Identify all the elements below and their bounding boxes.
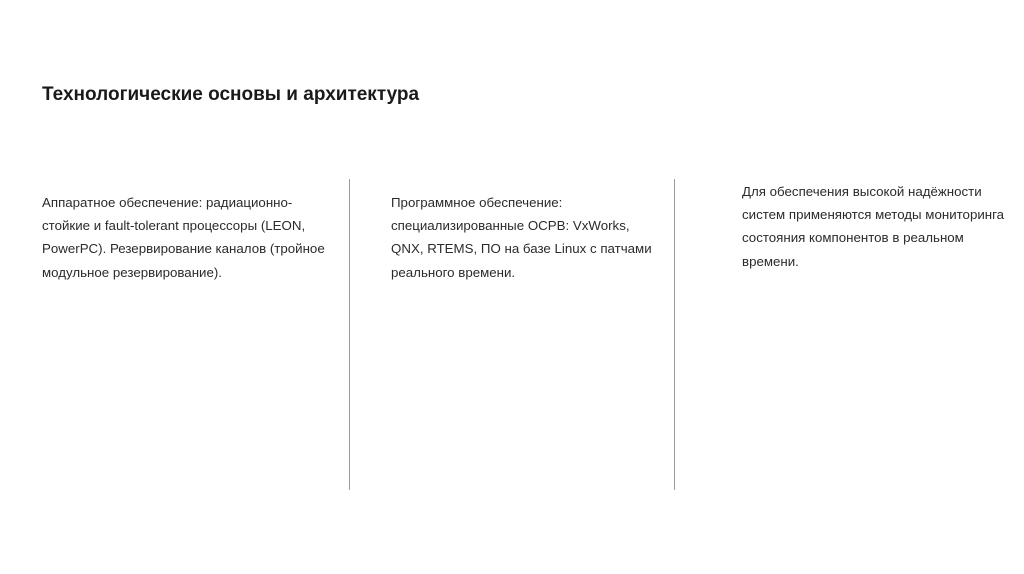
column-software-text: Программное обеспечение: специализированные ОСРВ: VxWorks, QNX, RTEMS, ПО на базе Linux с патчами реального времени.: [391, 195, 652, 280]
column-divider-1: [349, 179, 350, 490]
column-hardware-text: Аппаратное обеспечение: радиационно-стойкие и fault-tolerant процессоры (LEON, PowerPC). Резервирование каналов (тройное модульное резервирование).: [42, 195, 325, 280]
slide-title: Технологические основы и архитектура: [42, 84, 420, 105]
column-divider-2: [674, 179, 675, 490]
column-reliability-text: Для обеспечения высокой надёжности систем применяются методы мониторинга состояния компонентов в реальном времени.: [742, 184, 1005, 269]
